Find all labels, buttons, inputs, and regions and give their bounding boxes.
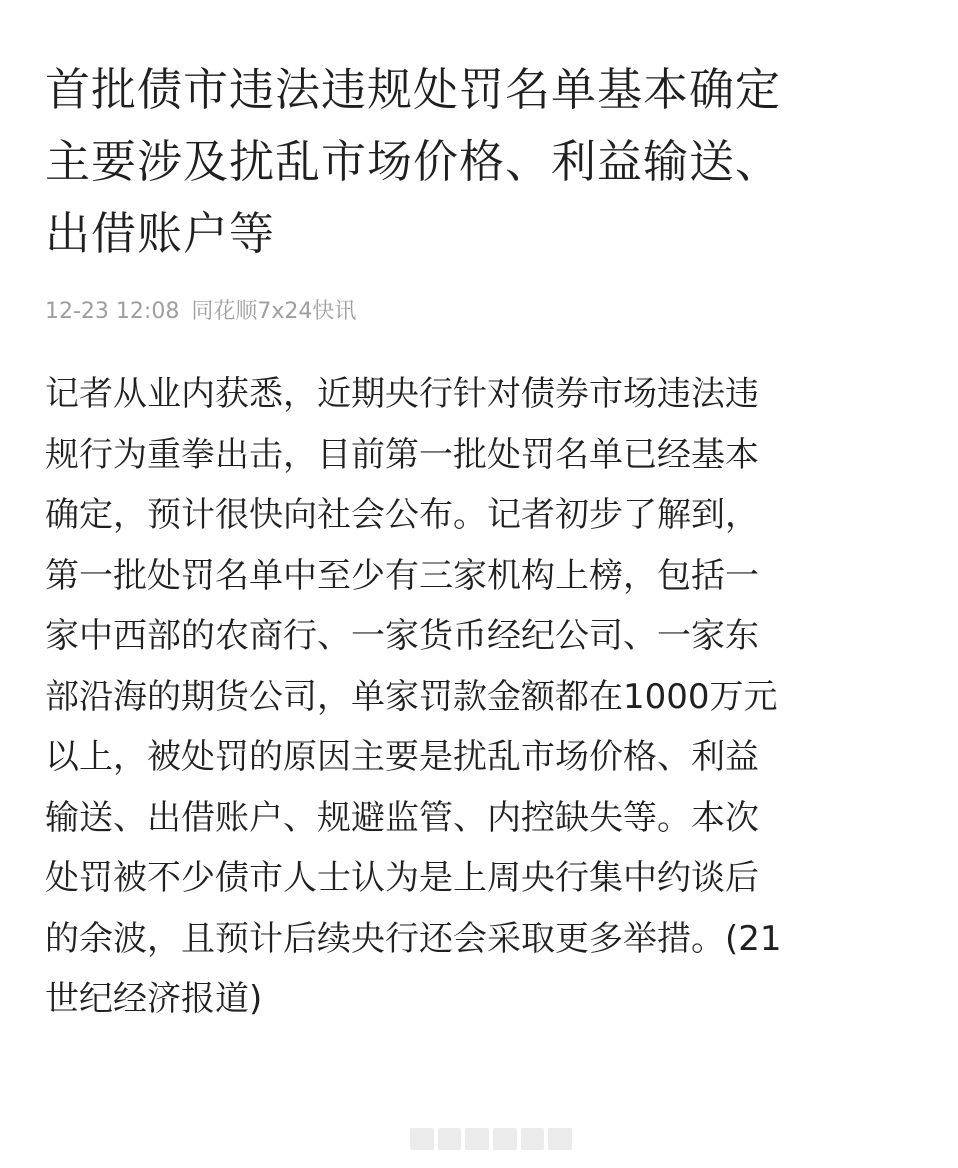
title-line: 主要涉及扰乱市场价格、利益输送、 <box>45 135 782 188</box>
body-line: 记者从业内获悉，近期央行针对债券市场违法违 <box>45 374 759 414</box>
article-body <box>45 364 920 1030</box>
body-line: 确定，预计很快向社会公布。记者初步了解到， <box>45 495 759 535</box>
body-line: 规行为重拳出击，目前第一批处罚名单已经基本 <box>45 434 759 475</box>
news-article <box>45 0 920 1030</box>
body-line: 处罚被不少债市人士认为是上周央行集中约谈后 <box>45 858 759 898</box>
body-line: 输送、出借账户、规避监管、内控缺失等。本次 <box>45 797 759 838</box>
watermark-icon <box>410 1128 572 1150</box>
title-line: 首批债市违法违规处罚名单基本确定 <box>45 63 782 116</box>
news-source[interactable]: 同花顺7x24快讯 <box>191 299 357 324</box>
body-line: 以上，被处罚的原因主要是扰乱市场价格、利益 <box>45 737 759 777</box>
publish-timestamp: 12-23 12:08 <box>45 299 180 324</box>
body-line: 世纪经济报道) <box>45 979 263 1019</box>
article-title <box>45 0 920 270</box>
body-line: 部沿海的期货公司，单家罚款金额都在1000万元 <box>45 676 778 717</box>
body-line: 第一批处罚名单中至少有三家机构上榜，包括一 <box>45 555 759 596</box>
title-line: 出借账户等 <box>45 207 276 260</box>
article-meta <box>45 296 920 328</box>
body-line: 的余波，且预计后续央行还会采取更多举措。(21 <box>45 918 782 959</box>
body-line: 家中西部的农商行、一家货币经纪公司、一家东 <box>45 616 759 656</box>
